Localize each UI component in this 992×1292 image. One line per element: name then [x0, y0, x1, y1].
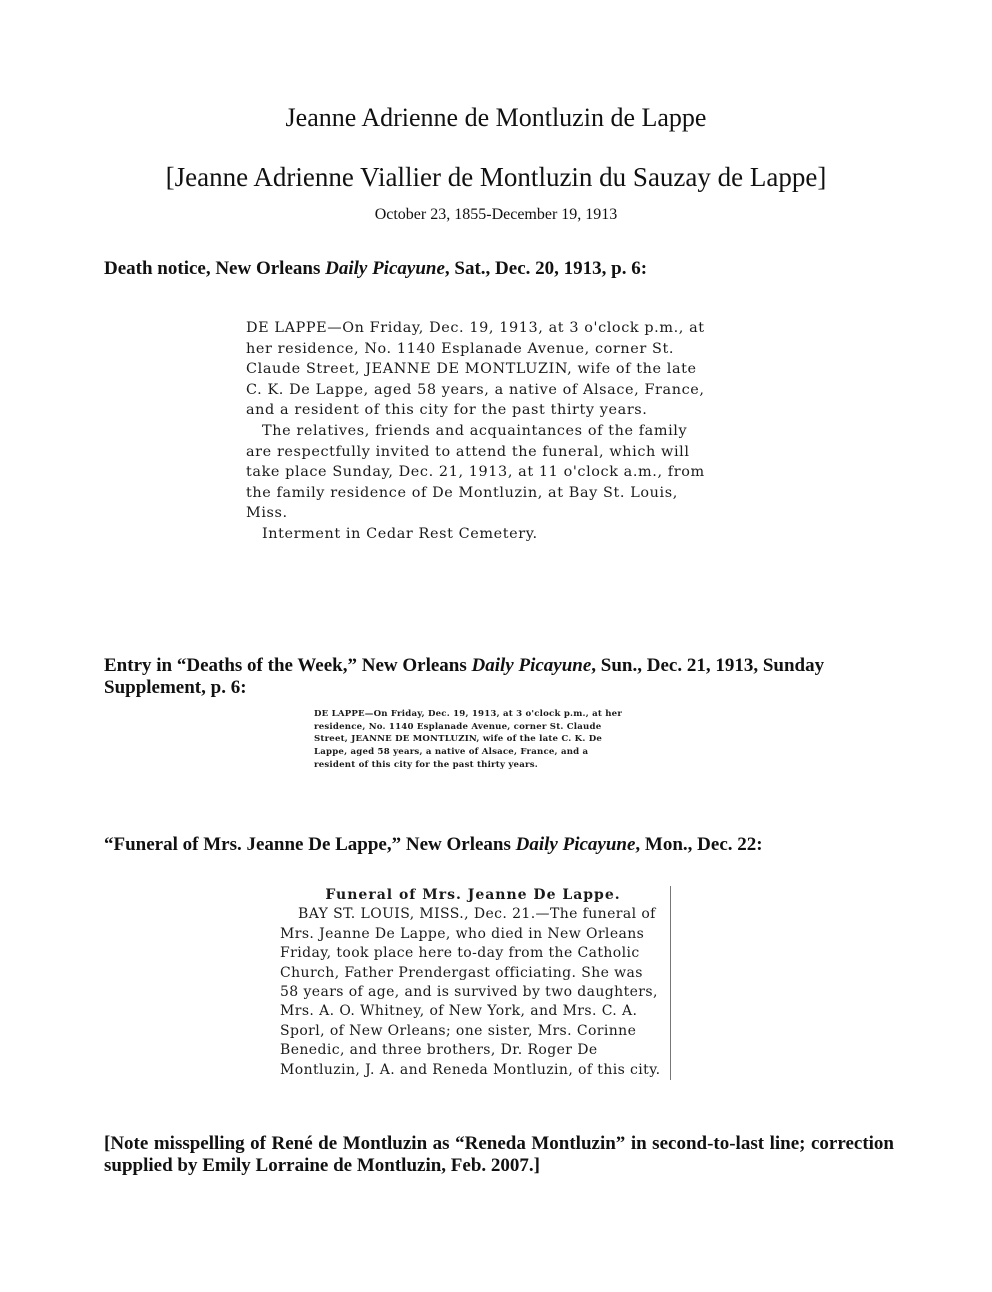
clipping-paragraph: The relatives, friends and acquaintances of the family are respectfully invited to attend the funeral, which will take place Sunday, Dec. 21, 1913, at 11 o'clock a.m., from the family residence of De Montluzin, at Bay St. Louis, Miss. — [246, 422, 705, 522]
heading-text: , Mon., Dec. 22: — [635, 834, 763, 855]
heading-text: Death notice, New Orleans — [104, 258, 326, 279]
clipping-title: Funeral of Mrs. Jeanne De Lappe. — [325, 887, 621, 903]
death-notice-clipping — [246, 318, 706, 545]
heading-text: , Sat., Dec. 20, 1913, p. 6: — [444, 258, 648, 279]
heading-text: , Sun., Dec. 21, 1913, Sunday Supplement, p. 6: — [104, 655, 825, 698]
document-title: Jeanne Adrienne de Montluzin de Lappe — [285, 103, 707, 132]
clipping-paragraph: DE LAPPE—On Friday, Dec. 19, 1913, at 3 o'clock p.m., at her residence, No. 1140 Esplanade Avenue, corner St. Claude Street, JEANNE DE MONTLUZIN, wife of the late C. K. De Lappe, aged 58 years, a native of Alsace, France, and a resident of this city for the past thirty years. — [246, 320, 705, 419]
life-dates: October 23, 1855-December 19, 1913 — [374, 206, 618, 223]
publication-name: Daily Picayune — [325, 258, 445, 279]
publication-name: Daily Picayune — [515, 834, 636, 855]
publication-name: Daily Picayune — [471, 655, 592, 676]
clipping-paragraph: Interment in Cedar Rest Cemetery. — [262, 525, 538, 542]
clipping-paragraph: BAY ST. LOUIS, MISS., Dec. 21.—The funeral of Mrs. Jeanne De Lappe, who died in New Orleans Friday, took place here to-day from the Catholic Church, Father Prendergast officiating. She was 58 years of age, and is survived by two daughters, Mrs. A. O. Whitney, of New York, and Mrs. C. A. Sporl, of New Orleans; one sister, Mrs. Corinne Benedic, and three brothers, Dr. Roger De Montluzin, J. A. and Reneda Montluzin, of this city. — [280, 906, 661, 1078]
heading-text: “Funeral of Mrs. Jeanne De Lappe,” New Orleans — [104, 834, 516, 855]
full-name-subtitle: [Jeanne Adrienne Viallier de Montluzin du Sauzay de Lappe] — [165, 162, 827, 192]
editorial-note: [Note misspelling of René de Montluzin as “Reneda Montluzin” in second-to-last line; correction supplied by Emily Lorraine de Montluzin, Feb. 2007.] — [104, 1133, 894, 1176]
funeral-clipping — [280, 886, 671, 1080]
heading-text: Entry in “Deaths of the Week,” New Orleans — [104, 655, 472, 676]
deaths-of-week-heading — [104, 655, 894, 699]
funeral-heading — [104, 834, 894, 856]
clipping-paragraph: DE LAPPE—On Friday, Dec. 19, 1913, at 3 o'clock p.m., at her residence, No. 1140 Esplanade Avenue, corner St. Claude Street, JEANNE DE MONTLUZIN, wife of the late C. K. De Lappe, aged 58 years, a native of Alsace, France, and a resident of this city for the past thirty years. — [314, 709, 623, 770]
death-notice-heading — [104, 258, 894, 280]
deaths-of-week-clipping — [314, 708, 632, 772]
